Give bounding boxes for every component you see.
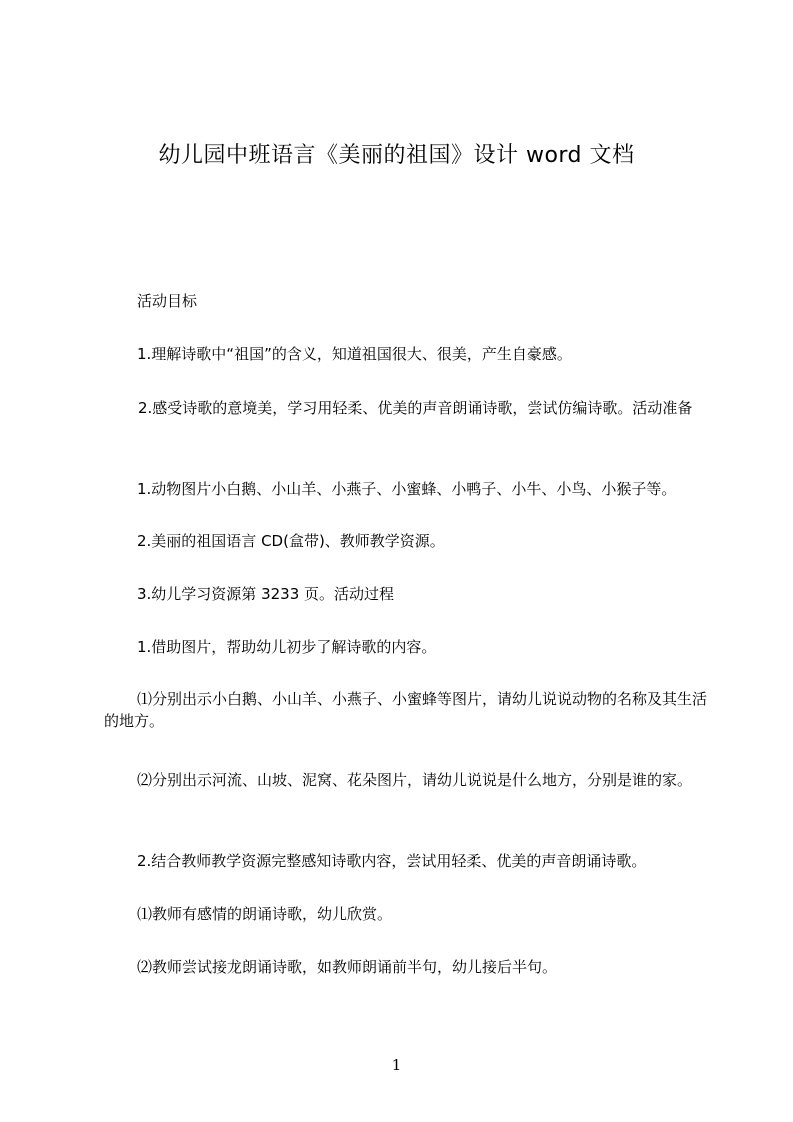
paragraph-goal-2: 2.感受诗歌的意境美，学习用轻柔、优美的声音朗诵诗歌，尝试仿编诗歌。活动准备 (138, 399, 693, 417)
paragraph-process-2-1: ⑴教师有感情的朗诵诗歌，幼儿欣赏。 (137, 905, 393, 923)
paragraph-process-2: 2.结合教师教学资源完整感知诗歌内容，尝试用轻柔、优美的声音朗诵诗歌。 (137, 852, 647, 870)
paragraph-prep-1: 1.动物图片小白鹅、小山羊、小燕子、小蜜蜂、小鸭子、小牛、小鸟、小猴子等。 (137, 480, 677, 498)
page-number: 1 (391, 1056, 402, 1074)
paragraph-activity-goals: 活动目标 (137, 292, 198, 310)
paragraph-prep-3: 3.幼儿学习资源第 3233 页。活动过程 (137, 585, 395, 603)
paragraph-goal-1: 1.理解诗歌中“祖国”的含义，知道祖国很大、很美，产生自豪感。 (137, 345, 572, 363)
paragraph-prep-2: 2.美丽的祖国语言 CD(盒带)、教师教学资源。 (137, 532, 445, 550)
paragraph-process-2-2: ⑵教师尝试接龙朗诵诗歌，如教师朗诵前半句，幼儿接后半句。 (137, 958, 558, 976)
paragraph-process-1: 1.借助图片，帮助幼儿初步了解诗歌的内容。 (137, 638, 437, 656)
paragraph-process-1-1: ⑴分别出示小白鹅、小山羊、小燕子、小蜜蜂等图片，请幼儿说说动物的名称及其生活的地方。 (104, 690, 708, 730)
document-title: 幼儿园中班语言《美丽的祖国》设计 word 文档 (158, 143, 635, 168)
paragraph-process-1-2: ⑵分别出示河流、山坡、泥窝、花朵图片，请幼儿说说是什么地方，分别是谁的家。 (137, 771, 693, 789)
